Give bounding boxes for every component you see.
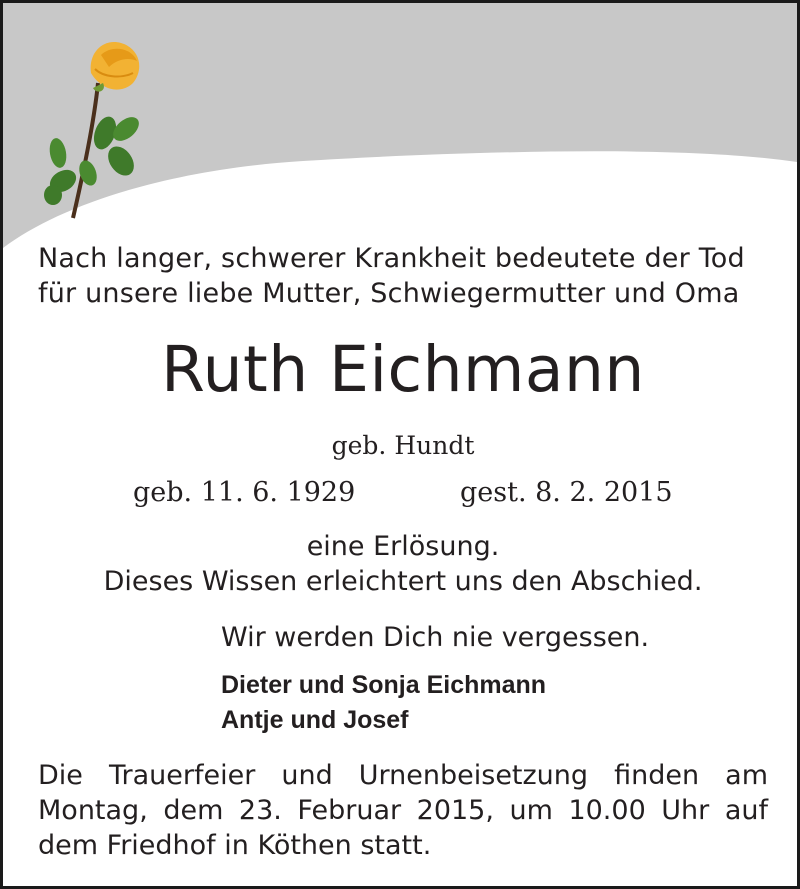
message-line-2: Dieses Wissen erleichtert uns den Abschied. — [103, 566, 703, 597]
rose-icon — [33, 33, 153, 223]
deceased-name: Ruth Eichmann — [161, 333, 645, 406]
intro-line-1: Nach langer, schwerer Krankheit bedeutete der Tod — [38, 243, 745, 274]
intro-line-2: für unsere liebe Mutter, Schwiegermutter und Oma — [38, 278, 740, 309]
funeral-line-1: Die Trauerfeier und Urnenbeisetzung finden am — [38, 760, 768, 791]
signature-1: Dieter und Sonja Eichmann — [221, 671, 547, 699]
funeral-line-2: Montag, dem 23. Februar 2015, um 10.00 Uhr auf — [38, 795, 768, 826]
birth-date: geb. 11. 6. 1929 — [133, 477, 356, 508]
signature-2: Antje und Josef — [221, 706, 409, 734]
funeral-line-3: dem Friedhof in Köthen statt. — [38, 830, 432, 861]
death-date: gest. 8. 2. 2015 — [460, 477, 673, 508]
maiden-name: geb. Hundt — [331, 431, 475, 460]
message-line-3: Wir werden Dich nie vergessen. — [221, 622, 650, 653]
message-line-1: eine Erlösung. — [306, 531, 500, 562]
